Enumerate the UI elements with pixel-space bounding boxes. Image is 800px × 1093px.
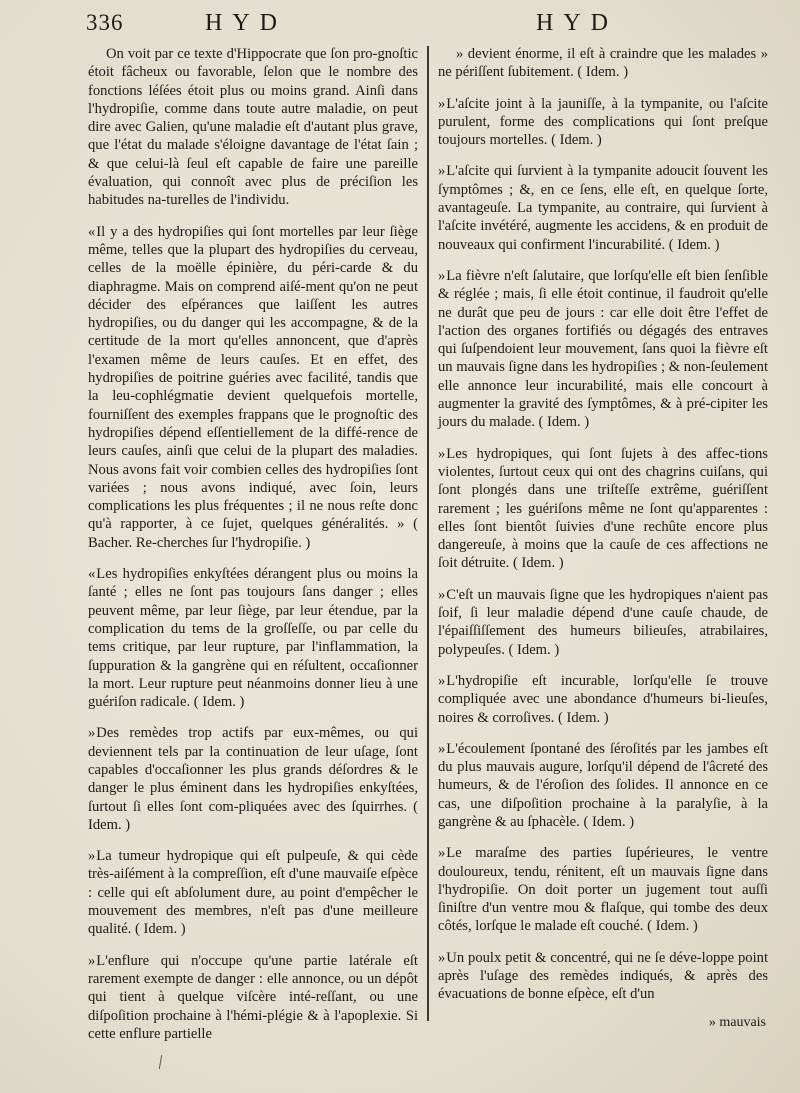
left-column — [88, 45, 418, 1056]
paragraph-text: Un poulx petit & concentré, qui ne ſe déve-loppe point après l'uſage des remèdes indiqués, & après des évacuations de bonne eſpèce, eſt d'un — [438, 949, 768, 1003]
ink-mark — [159, 1055, 166, 1069]
quote-mark: » — [438, 949, 444, 966]
paragraph-text: Il y a des hydropiſies qui ſont mortelles par leur ſiège même, telles que la plupart des hydropiſies du cerveau, celles de la moëlle épinière, du péri-carde & du diaphragme. Mais on comprend aiſé-ment qu'on ne peut décider des eſpérances que laiſſent les autres hydropiſies, ou du danger qui les accompagne, & de la certitude de la mort qu'elles annoncent, que d'après l'examen même de leurs cauſes. Et en effet, des hydropiſies de poitrine guéries avec facilité, tandis que la leu-cophlégmatie devient quelquefois mortelle, fourniſſent des exemples frappans que le prognoſtic des hydropiſies dépend eſſentiellement de la diffé-rence de leurs cauſes, ainſi que celui de la plupart des maladies. Nous avons fait voir combien celles des hydropiſies ſont variées ; nous avons indiqué, avec ſoin, leurs complications les plus fréquentes ; il ne nous reſte donc qu'à rapporter, à ce ſujet, quelques généralités. » ( Bacher. Re-cherches ſur l'hydropiſie. ) — [88, 223, 418, 551]
paragraph — [88, 223, 418, 552]
paragraph-text: Les hydropiſies enkyſtées dérangent plus ou moins la ſanté ; elles ne ſont pas toujours ſans danger ; elles peuvent même, par leur ſiège, par leur étendue, par la complication du tems de la groſſeſſe, ou par celle du tems critique, par leur rupture, par l'inflammation, la ſuppuration & la gangrène qui en réſultent, occaſionner la mort. Leur rupture peut néanmoins donner lieu à une guériſon radicale. ( Idem. ) — [88, 566, 418, 711]
paragraph-text: L'hydropiſie eſt incurable, lorſqu'elle ſe trouve compliquée avec une abondance d'humeurs bi-lieuſes, noires & corroſives. ( Idem. ) — [438, 672, 768, 726]
paragraph — [88, 724, 418, 834]
paragraph — [438, 949, 768, 1004]
paragraph-text: L'enflure qui n'occupe qu'une partie latérale eſt rarement exempte de danger : elle annonce, ou un dépôt qui tient à quelque viſcère inté-reſſant, ou une diſpoſition prochaine à l'hémi-plégie & à l'apoplexie. Si cette enflure partielle — [88, 952, 418, 1042]
paragraph — [438, 45, 768, 82]
paragraph-text: L'écoulement ſpontané des ſéroſités par les jambes eſt du plus mauvais augure, lorſqu'il dépend de l'âcreté des humeurs, & de l'éroſion des ſolides. Il annonce en ce cas, une diſpoſition prochaine à la paralyſie, à la gangrène & au ſphacèle. ( Idem. ) — [438, 740, 768, 830]
paragraph-text: L'aſcite qui ſurvient à la tympanite adoucit ſouvent les ſymptômes ; &, en ce ſens, elle eſt, en quelque ſorte, avantageuſe. La tympanite, au contraire, qui ſurvient à l'aſcite invétéré, augmente les accidens, & en produit de nouveaux qui confirment l'incurabilité. ( Idem. ) — [438, 163, 768, 253]
quote-mark: » — [438, 845, 444, 862]
quote-mark: » — [88, 952, 94, 969]
paragraph-text: On voit par ce texte d'Hippocrate que ſon pro-gnoſtic étoit fâcheux ou favorable, ſelon que le nombre des fonctions léſées étoit plus ou moins grand. Ainſi dans l'hydropiſie, comme dans toute autre maladie, on peut dire avec Galien, qu'une maladie eſt d'autant plus grave, que l'état du malade s'éloigne davantage de l'état ſain ; & que celui-là ſeul eſt capable de faire une pareille évaluation, qui connoît avec plus de préciſion les habitudes na-turelles de l'individu. — [88, 46, 418, 209]
quote-mark: » — [438, 445, 444, 462]
quote-mark: » — [438, 267, 444, 284]
paragraph — [438, 844, 768, 935]
quote-mark: » — [438, 740, 444, 757]
paragraph — [438, 586, 768, 659]
running-head-left: HYD — [205, 10, 287, 36]
paragraph — [88, 565, 418, 711]
catchword: » mauvais — [708, 1015, 766, 1030]
paragraph — [438, 672, 768, 727]
paragraph-text: La fièvre n'eſt ſalutaire, que lorſqu'elle eſt bien ſenſible & réglée ; mais, ſi elle étoit continue, il faudroit qu'elle ne durât que peu de jours : car elle doit être l'effet de l'action des organes fortifiés ou dégagés des entraves qui ſuſpendoient leur mouvement, ſans quoi la fièvre eſt un mauvais ſigne dans les hydropiſies ; & non-ſeulement elle annonce leur incurabilité, mais elle concourt à augmenter la gravité des ſymptômes, & à pré-cipiter les jours du malade. ( Idem. ) — [438, 267, 768, 431]
column-rule — [427, 46, 429, 1021]
quote-mark: » — [438, 672, 444, 689]
paragraph — [438, 162, 768, 253]
paragraph — [88, 45, 418, 210]
paragraph — [88, 952, 418, 1043]
quote-mark: « — [88, 223, 94, 240]
quote-mark: « — [88, 566, 94, 583]
quote-mark: » — [438, 586, 444, 603]
paragraph — [438, 267, 768, 432]
quote-mark: » — [438, 95, 444, 112]
page-header — [0, 8, 800, 40]
quote-mark: » — [438, 163, 444, 180]
running-head-right: HYD — [536, 10, 618, 36]
paragraph-text: C'eſt un mauvais ſigne que les hydropiques n'aient pas ſoif, ſi leur maladie dépend d'une cauſe chaude, de l'épaiſſiſſement des humeurs bilieuſes, atrabilaires, polypeuſes. ( Idem. ) — [438, 586, 768, 658]
paragraph-text: Des remèdes trop actifs par eux-mêmes, ou qui deviennent tels par la continuation de leur uſage, ſont capables d'occaſionner les plus grands déſordres & le danger le plus éminent dans les hydropiſies enkyſtées, ſurtout ſi elles ſont com-pliquées avec des ſquirrhes. ( Idem. ) — [88, 725, 418, 833]
right-column — [438, 45, 768, 1017]
quote-mark: » — [88, 725, 94, 742]
paragraph — [438, 95, 768, 150]
paragraph-text: La tumeur hydropique qui eſt pulpeuſe, & qui cède très-aiſément à la compreſſion, eſt d'une mauvaiſe eſpèce : celle qui eſt abſolument dure, au point d'empêcher le mouvement des membres, n'eſt pas d'une meilleure qualité. ( Idem. ) — [88, 848, 418, 938]
paragraph-text: Le maraſme des parties ſupérieures, le ventre douloureux, tendu, rénitent, eſt un mauvais ſigne dans l'hydropiſie. On doit porter un jugement tout auſſi ſiniſtre d'un ventre mou & flaſque, qui tombe des deux côtés, lorſque le malade eſt couché. ( Idem. ) — [438, 845, 768, 935]
paragraph-text: L'aſcite joint à la jauniſſe, à la tympanite, ou l'aſcite purulent, forme des complications qui ſont preſque toujours mortelles. ( Idem. ) — [438, 95, 768, 149]
paragraph — [88, 847, 418, 938]
paragraph-text: » devient énorme, il eſt à craindre que les malades » ne périſſent ſubitement. ( Idem. ) — [438, 46, 768, 81]
quote-mark: » — [88, 848, 94, 865]
paragraph — [438, 740, 768, 831]
page-number: 336 — [86, 10, 124, 35]
paragraph-text: Les hydropiques, qui ſont ſujets à des affec-tions violentes, ſurtout ceux qui ont des chagrins cuiſans, qui ſont plongés dans une triſteſſe extrême, guériſſent rarement ; les guériſons même ne ſont qu'apparentes : elles ſont bientôt ſuivies d'une rechûte encore plus dangereuſe, à moins que la cauſe de ces affections ne ſoit détruite. ( Idem. ) — [438, 445, 768, 572]
paragraph — [438, 445, 768, 573]
